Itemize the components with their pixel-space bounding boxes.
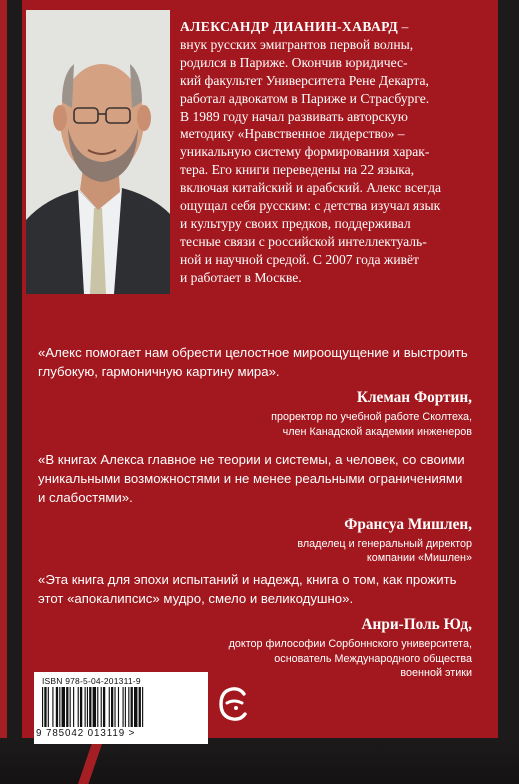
role-line: доктор философии Сорбоннского университета, — [228, 638, 472, 651]
barcode-bar — [80, 687, 82, 727]
testimonial-line: «Эта книга для эпохи испытаний и надежд, книга о том, как прожить — [38, 572, 457, 587]
author-name: АЛЕКСАНДР ДИАНИН-ХАВАРД — [180, 19, 399, 34]
barcode-bar — [97, 687, 98, 727]
bio-line: кий факультет Университета Рене Декарта, — [180, 72, 429, 88]
barcode-bar — [118, 687, 119, 727]
spine-red-strip — [0, 0, 7, 784]
barcode-bar — [111, 687, 113, 727]
barcode-bar — [73, 687, 74, 727]
barcode-bar — [87, 687, 88, 727]
testimonial-text — [38, 343, 478, 381]
testimonial-line: глубокую, гармоничную картину мира». — [38, 364, 280, 380]
barcode-bars — [42, 687, 200, 727]
barcode-digits: 9 785042 013119 > — [36, 728, 136, 739]
barcode-bar — [101, 687, 102, 727]
testimonial-line: уникальными возможностями и не менее реальными ограничениями — [38, 471, 463, 487]
bio-line: родился в Париже. Окончив юридичес- — [180, 54, 408, 70]
barcode-bar — [114, 687, 115, 727]
bio-line: и культуру своих предков, поддерживал — [180, 215, 411, 231]
testimonial — [38, 450, 478, 565]
barcode-bar — [103, 687, 105, 727]
bio-line: включая китайский и арабский. Алекс всегда — [180, 180, 442, 196]
barcode-bar — [123, 687, 124, 727]
testimonial-author: Анри-Поль Юд, — [361, 616, 472, 634]
testimonial-line: «Алекс помогает нам обрести целостное мироощущение и выстроить — [38, 345, 468, 360]
barcode-bar — [48, 687, 49, 727]
bio-line: тера. Его книги переведены на 22 языка, — [180, 162, 415, 178]
barcode-bar — [52, 687, 53, 727]
isbn-barcode — [34, 672, 208, 744]
barcode-bar — [142, 687, 143, 727]
role-line: основатель Международного общества — [274, 652, 472, 665]
barcode-bar — [109, 687, 110, 727]
testimonial-author: Клеман Фортин, — [356, 389, 472, 407]
red-accent-stripe — [78, 738, 104, 784]
bio-line: В 1989 году начал развивать авторскую — [180, 108, 408, 124]
role-line: владелец и генеральный директор — [297, 537, 472, 550]
role-line: проректор по учебной работе Сколтеха, — [271, 411, 472, 424]
bio-line: работал адвокатом в Париже и Страсбурге. — [180, 90, 430, 106]
bio-line: ощущал себя русским: с детства изучал язык — [180, 198, 441, 214]
barcode-bar — [42, 687, 43, 727]
testimonial-text — [38, 450, 478, 508]
barcode-bar — [70, 687, 71, 727]
barcode-bar — [131, 687, 133, 727]
role-line: член Канадской академии инженеров — [282, 425, 472, 438]
bio-line: и работает в Москве. — [180, 269, 302, 285]
testimonial-line: «В книгах Алекса главное не теории и системы, а человек, со своими — [38, 452, 465, 467]
bio-line: уникальную систему формирования харак- — [180, 144, 430, 160]
barcode-bar — [59, 687, 60, 727]
barcode-bar — [89, 687, 91, 727]
testimonial-author-role — [38, 410, 472, 439]
bio-line: внук русских эмигрантов первой волны, — [180, 36, 414, 52]
bio-line: ной и научной средой. С 2007 года живёт — [180, 251, 419, 267]
testimonial-line: этот «апокалипсис» мудро, смело и великодушно». — [38, 591, 354, 607]
bio-line: методику «Нравственное лидерство» – — [180, 126, 405, 142]
barcode-bar — [66, 687, 68, 727]
testimonial-author-role — [38, 537, 472, 566]
barcode-bar — [93, 687, 96, 727]
barcode-bar — [62, 687, 65, 727]
role-line: компании «Мишлен» — [366, 552, 472, 565]
testimonial-line: и слабостями». — [38, 490, 133, 506]
author-bio — [180, 18, 470, 287]
testimonial — [38, 343, 478, 439]
isbn-label: ISBN 978-5-04-201311-9 — [42, 676, 141, 686]
barcode-bar — [125, 687, 126, 727]
author-photo — [26, 10, 170, 294]
bio-line: – — [398, 19, 409, 34]
barcode-bar — [44, 687, 46, 727]
testimonial — [38, 570, 478, 681]
role-line: военной этики — [400, 667, 472, 680]
barcode-bar — [78, 687, 79, 727]
testimonial-text — [38, 570, 478, 608]
barcode-bar — [85, 687, 86, 727]
eksmo-logo-icon — [218, 686, 248, 722]
testimonial-author: Франсуа Мишлен, — [344, 515, 472, 533]
bottom-band — [0, 738, 519, 784]
barcode-bar — [134, 687, 137, 727]
barcode-bar — [128, 687, 129, 727]
bio-line: тесные связи с российской интеллектуаль- — [180, 233, 427, 249]
barcode-bar — [56, 687, 58, 727]
barcode-bar — [139, 687, 141, 727]
